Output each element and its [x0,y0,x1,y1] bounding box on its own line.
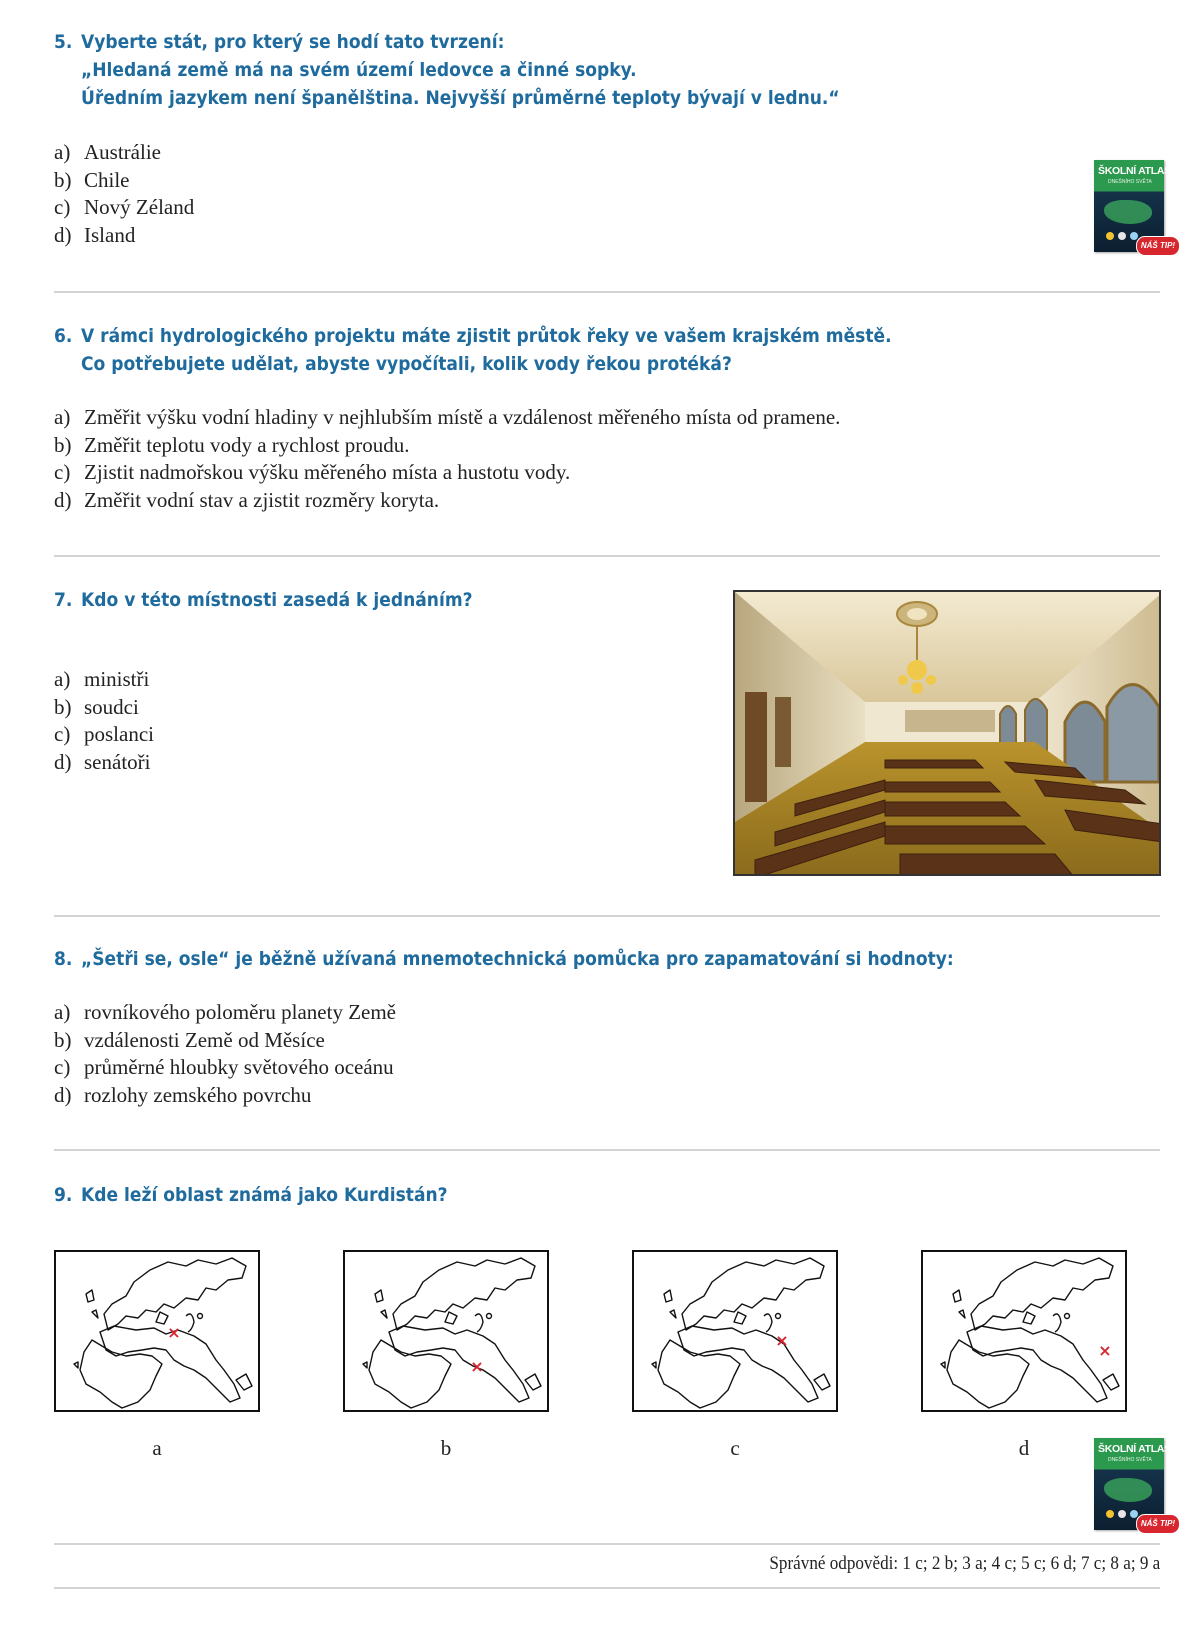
chamber-photo [733,590,1161,876]
answer-option-b[interactable]: b) soudci [54,694,139,719]
map-label-c: c [730,1436,740,1460]
answer-options [54,999,1160,1109]
map-marker-a: × [167,1323,181,1342]
question-number: 8. [54,948,73,970]
answer-option-a[interactable]: a) Austrálie [54,140,161,164]
answer-option-c[interactable]: c) poslanci [54,722,154,746]
answer-option-a[interactable]: a) Změřit výšku vodní hladiny v nejhlubším místě a vzdálenost měřeného místa od pramene. [54,405,841,429]
map-option-a[interactable] [54,1250,260,1412]
atlas-badge: NÁŠ TIP! [1136,236,1180,256]
atlas-book-image [1094,1438,1178,1534]
map-label-b: b [440,1436,452,1460]
map-marker-c: × [775,1331,789,1350]
correct-answers: Správné odpovědi: 1 c; 2 b; 3 a; 4 c; 5 c; 6 d; 7 c; 8 a; 9 a [769,1553,1160,1574]
question-6-heading [54,322,1049,378]
question-text-line: „Šetři se, osle“ je běžně užívaná mnemotechnická pomůcka pro zapamatování si hodnoty: [81,948,954,970]
answer-option-c[interactable]: c) Nový Zéland [54,195,195,219]
question-text-line: Kde leží oblast známá jako Kurdistán? [81,1184,448,1206]
answer-option-b[interactable]: b) vzdálenosti Země od Měsíce [54,1027,325,1052]
divider [54,291,1160,293]
answer-option-c[interactable]: c) průměrné hloubky světového oceánu [54,1055,394,1079]
divider [54,1543,1160,1545]
question-text-line: Co potřebujete udělat, abyste vypočítali, kolik vody řekou protéká? [81,353,732,375]
answer-option-c[interactable]: c) Zjistit nadmořskou výšku měřeného místa a hustotu vody. [54,460,571,484]
answer-options [54,139,1160,249]
question-number: 9. [54,1184,73,1206]
answer-option-a[interactable]: a) rovníkového poloměru planety Země [54,1000,396,1024]
answer-option-a[interactable]: a) ministři [54,667,150,691]
question-6 [54,322,1160,514]
answer-option-d[interactable]: d) Změřit vodní stav a zjistit rozměry koryta. [54,487,440,512]
map-marker-b: × [470,1357,484,1376]
question-number: 7. [54,589,73,611]
question-text-line: V rámci hydrologického projektu máte zjistit průtok řeky ve vašem krajském městě. [81,325,892,347]
question-5 [54,28,1160,249]
atlas-book-image [1094,160,1178,256]
map-label-d: d [1018,1436,1030,1460]
answer-option-d[interactable]: d) senátoři [54,749,151,774]
question-text-line: „Hledaná země má na svém území ledovce a činné sopky. [81,59,637,81]
question-number: 6. [54,325,73,347]
divider [54,1149,1160,1151]
atlas-subtitle: DNEŠNÍHO SVĚTA [1108,1457,1152,1463]
map-option-b[interactable] [343,1250,549,1412]
answer-option-d[interactable]: d) rozlohy zemského povrchu [54,1082,312,1107]
answer-options [54,404,1160,514]
atlas-title: ŠKOLNÍ ATLAS [1098,165,1171,177]
question-number: 5. [54,31,73,53]
answer-option-b[interactable]: b) Změřit teplotu vody a rychlost proudu. [54,432,410,457]
question-text-line: Vyberte stát, pro který se hodí tato tvrzení: [81,31,505,53]
question-9 [54,1181,1160,1209]
atlas-badge: NÁŠ TIP! [1136,1514,1180,1534]
map-option-c[interactable] [632,1250,838,1412]
map-marker-d: × [1098,1341,1112,1360]
map-option-d[interactable] [921,1250,1127,1412]
question-text-line: Kdo v této místnosti zasedá k jednáním? [81,589,473,611]
answer-option-d[interactable]: d) Island [54,222,136,247]
map-label-a: a [152,1436,162,1460]
question-9-heading [54,1181,1049,1209]
question-text-line: Úředním jazykem není španělština. Nejvyšší průměrné teploty bývají v lednu.“ [81,87,840,109]
divider [54,555,1160,557]
atlas-subtitle: DNEŠNÍHO SVĚTA [1108,179,1152,185]
question-8 [54,945,1160,1109]
divider [54,915,1160,917]
question-5-heading [54,28,1049,112]
question-8-heading [54,945,1049,973]
atlas-title: ŠKOLNÍ ATLAS [1098,1443,1171,1455]
answer-option-b[interactable]: b) Chile [54,167,130,192]
divider [54,1587,1160,1589]
